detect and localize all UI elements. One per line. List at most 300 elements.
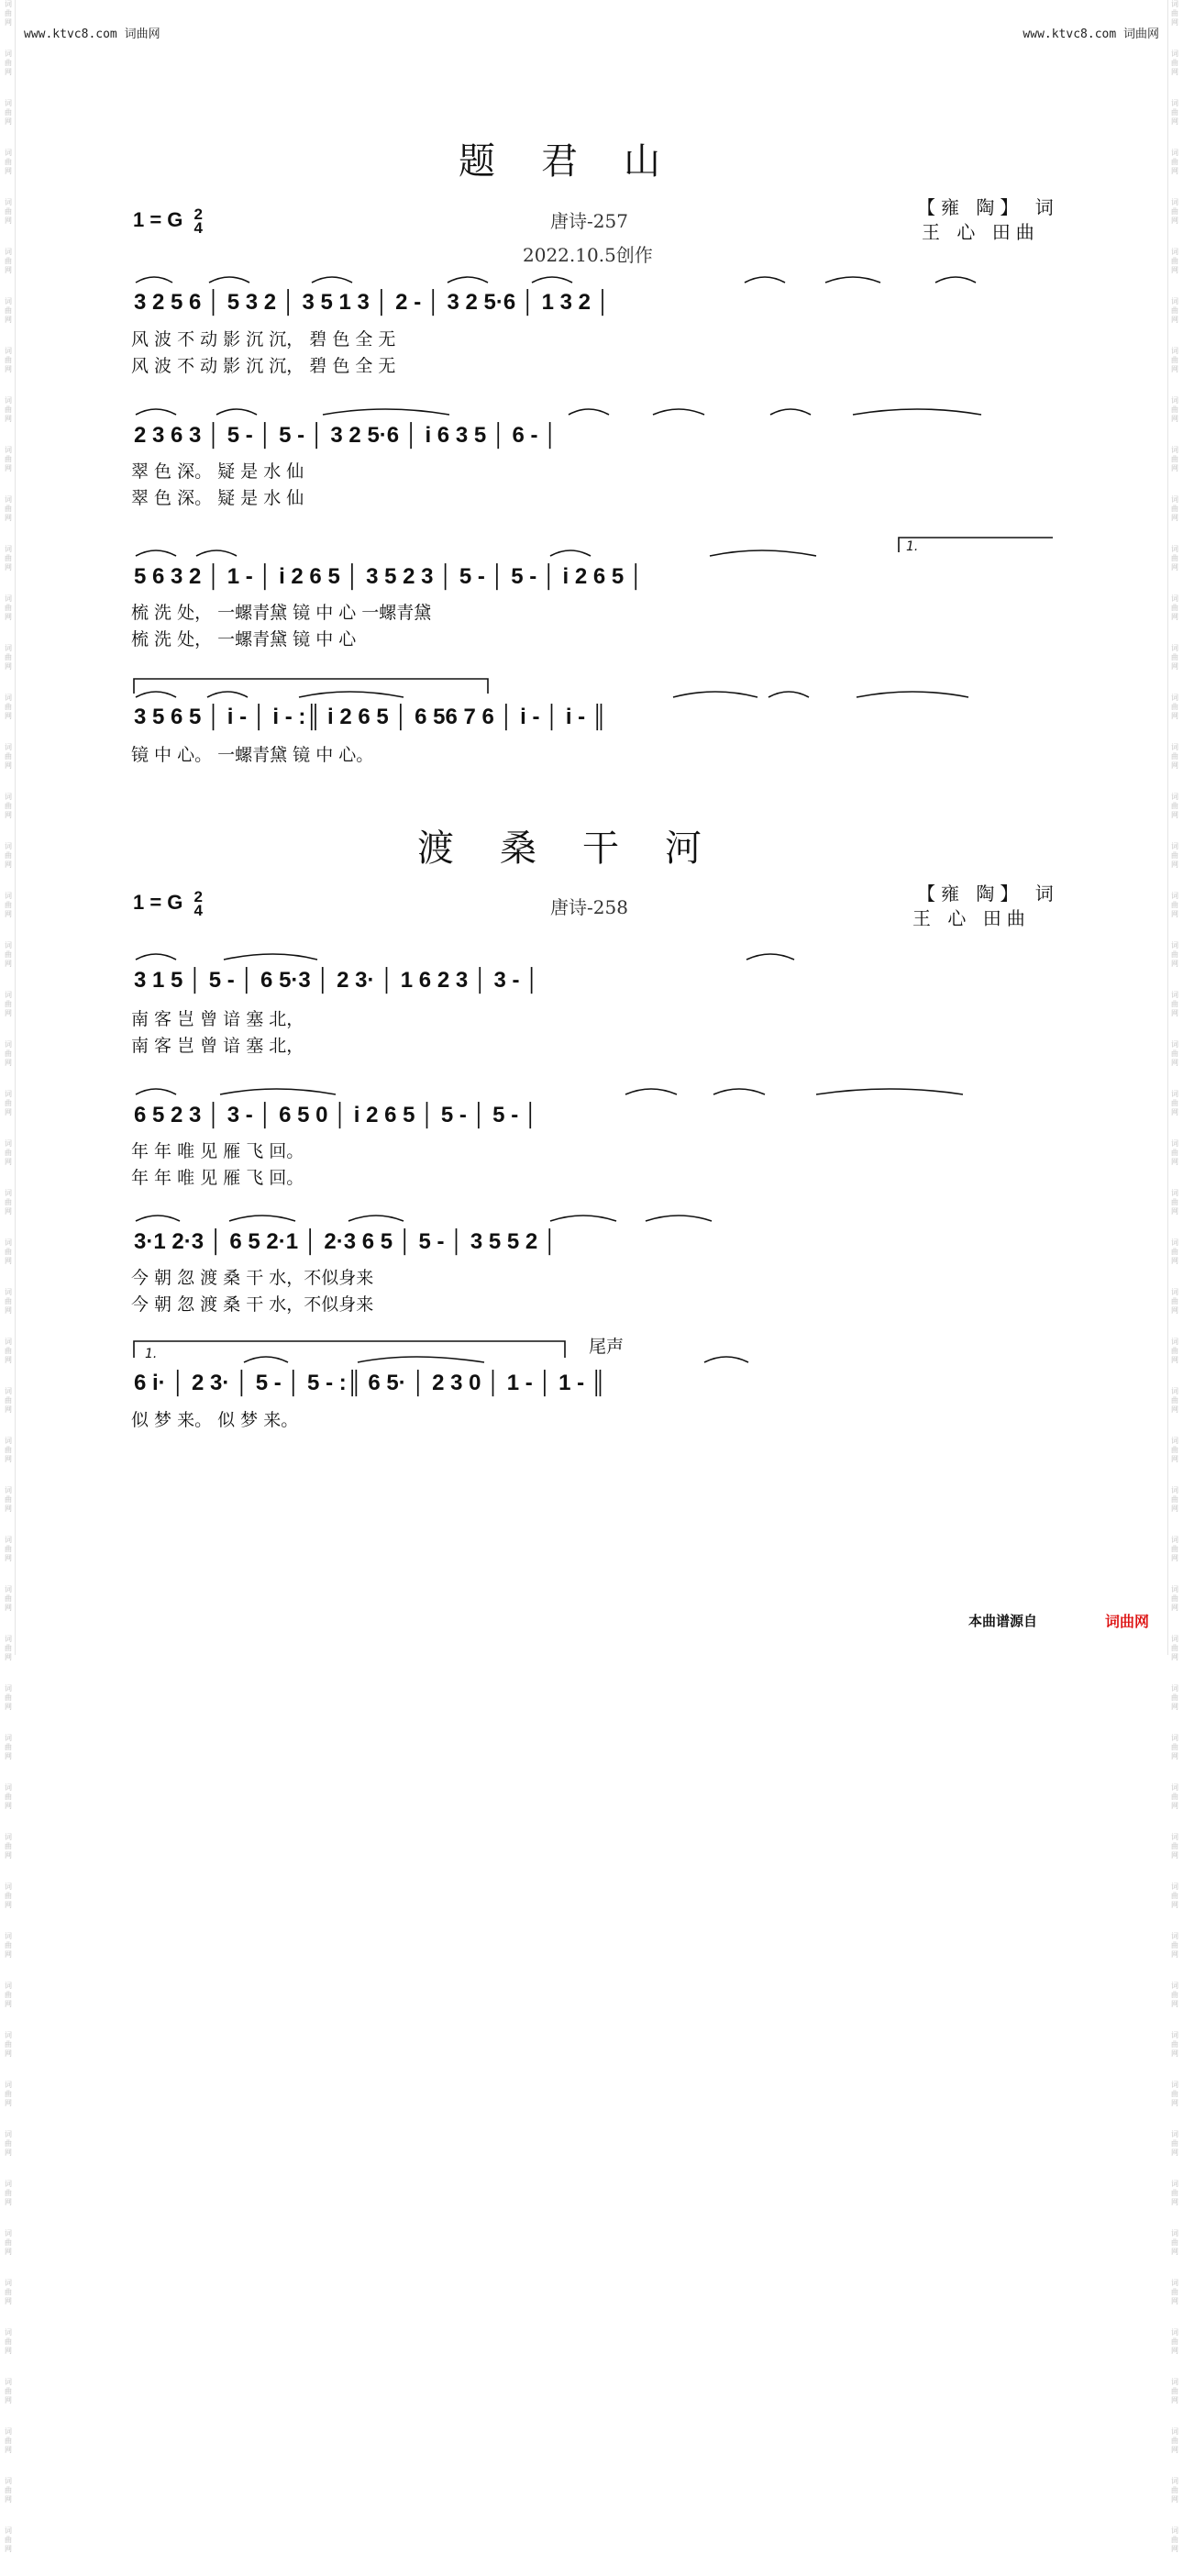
watermark-glyph: 词: [5, 1189, 12, 1197]
song-2-row-3-lyric-2: 今 朝 忽 渡 桑 干 水，不似身来: [131, 1294, 374, 1315]
watermark-glyph: 网: [5, 266, 12, 274]
watermark-glyph: 网: [1171, 2545, 1178, 2553]
watermark-glyph: 词: [5, 0, 12, 8]
watermark-glyph: 网: [1171, 1158, 1178, 1166]
slur: [209, 277, 249, 283]
watermark-glyph: 网: [1171, 1901, 1178, 1909]
watermark-glyph: 网: [1171, 761, 1178, 770]
song-2-title: 渡桑干河: [417, 827, 747, 870]
watermark-glyph: 曲: [5, 2536, 12, 2544]
watermark-glyph: 词: [5, 446, 12, 454]
slur: [710, 550, 816, 556]
slur: [532, 277, 572, 283]
slur: [358, 1357, 484, 1362]
watermark-glyph: 词: [5, 1387, 12, 1395]
slur: [704, 1357, 748, 1362]
watermark-glyph: 网: [5, 1554, 12, 1562]
watermark-glyph: 曲: [1171, 405, 1178, 414]
watermark-glyph: 词: [5, 1783, 12, 1792]
watermark-glyph: 曲: [5, 2189, 12, 2197]
watermark-glyph: 词: [1171, 941, 1178, 949]
watermark-glyph: 曲: [1171, 505, 1178, 513]
watermark-glyph: 词: [5, 1734, 12, 1742]
slur: [853, 409, 981, 415]
watermark-glyph: 曲: [5, 1099, 12, 1107]
song-2-row-1-notes: 3 1 5 │ 5 - │ 6 5·3 │ 2 3· │ 1 6 2 3 │ 3 - │: [134, 968, 540, 993]
watermark-glyph: 曲: [5, 1198, 12, 1206]
watermark-glyph: 词: [5, 99, 12, 107]
watermark-glyph: 词: [5, 1833, 12, 1841]
watermark-glyph: 曲: [1171, 1941, 1178, 1949]
watermark-glyph: 词: [1171, 842, 1178, 850]
watermark-glyph: 网: [1171, 1554, 1178, 1562]
watermark-glyph: 网: [5, 1901, 12, 1909]
watermark-glyph: 词: [1171, 793, 1178, 801]
watermark-glyph: 曲: [1171, 2090, 1178, 2098]
slur: [323, 409, 449, 415]
watermark-glyph: 网: [1171, 2149, 1178, 2157]
watermark-glyph: 词: [5, 892, 12, 900]
watermark-glyph: 词: [5, 793, 12, 801]
watermark-glyph: 网: [1171, 2396, 1178, 2404]
watermark-glyph: 曲: [1171, 2238, 1178, 2247]
watermark-glyph: 曲: [5, 802, 12, 810]
time-top: 2: [193, 888, 204, 905]
watermark-glyph: 网: [1171, 217, 1178, 225]
watermark-glyph: 曲: [1171, 306, 1178, 315]
watermark-glyph: 网: [5, 1405, 12, 1414]
watermark-glyph: 词: [5, 347, 12, 355]
watermark-glyph: 词: [1171, 594, 1178, 603]
song-2-row-2-lyric-2: 年 年 唯 见 雁 飞 回。: [131, 1168, 304, 1188]
watermark-glyph: 网: [5, 1356, 12, 1364]
watermark-glyph: 词: [1171, 1783, 1178, 1792]
song-1-volta-label: 1.: [906, 539, 919, 554]
watermark-glyph: 词: [5, 1288, 12, 1296]
watermark-glyph: 网: [5, 1108, 12, 1116]
watermark-glyph: 曲: [5, 257, 12, 265]
watermark-glyph: 网: [1171, 1356, 1178, 1364]
watermark-glyph: 词: [5, 991, 12, 999]
watermark-glyph: 词: [5, 2328, 12, 2337]
watermark-glyph: 曲: [1171, 1842, 1178, 1850]
watermark-glyph: 网: [1171, 712, 1178, 720]
watermark-glyph: 网: [1171, 2446, 1178, 2454]
watermark-glyph: 曲: [5, 1495, 12, 1504]
watermark-glyph: 词: [1171, 50, 1178, 58]
watermark-glyph: 曲: [1171, 2040, 1178, 2049]
watermark-glyph: 词: [5, 1437, 12, 1445]
watermark-glyph: 词: [1171, 1982, 1178, 1990]
watermark-glyph: 曲: [5, 2238, 12, 2247]
watermark-glyph: 词: [5, 1982, 12, 1990]
watermark-glyph: 网: [1171, 316, 1178, 324]
watermark-glyph: 词: [1171, 1833, 1178, 1841]
watermark-glyph: 网: [1171, 1653, 1178, 1661]
song-2-row-3-notes: 3·1 2·3 │ 6 5 2·1 │ 2·3 6 5 │ 5 - │ 3 5 5 2 │: [134, 1229, 558, 1254]
watermark-glyph: 曲: [5, 1644, 12, 1652]
watermark-glyph: 网: [5, 117, 12, 126]
watermark-glyph: 网: [5, 1505, 12, 1513]
watermark-glyph: 网: [5, 1158, 12, 1166]
song-1-composer: 王 心 田曲: [922, 221, 1040, 243]
watermark-glyph: 曲: [5, 1396, 12, 1405]
watermark-glyph: 曲: [1171, 1396, 1178, 1405]
slur: [550, 1216, 616, 1221]
watermark-glyph: 词: [5, 594, 12, 603]
watermark-glyph: 词: [5, 1635, 12, 1643]
song-2-row-1-lyric-2: 南 客 岂 曾 谙 塞 北，: [131, 1036, 304, 1056]
watermark-glyph: 词: [1171, 1536, 1178, 1544]
watermark-glyph: 网: [1171, 415, 1178, 423]
watermark-glyph: 词: [1171, 1684, 1178, 1693]
watermark-glyph: 词: [5, 2279, 12, 2287]
watermark-glyph: 曲: [5, 1446, 12, 1454]
watermark-glyph: 网: [5, 1257, 12, 1265]
slur: [207, 692, 248, 697]
watermark-glyph: 网: [1171, 2347, 1178, 2355]
watermark-glyph: 网: [5, 662, 12, 671]
song-1-title: 题君山: [459, 140, 706, 183]
time-signature: [194, 890, 203, 917]
song-1-row-3-lyric-1: 梳 洗 处， 一螺青黛 镜 中 心 一螺青黛: [131, 603, 432, 623]
watermark-glyph: 曲: [1171, 1693, 1178, 1702]
watermark-glyph: 词: [1171, 1932, 1178, 1940]
watermark-glyph: 网: [1171, 1207, 1178, 1216]
footer-source-label: 本曲谱源自: [968, 1613, 1038, 1629]
watermark-glyph: 网: [5, 861, 12, 869]
watermark-glyph: 网: [1171, 1703, 1178, 1711]
watermark-glyph: 网: [1171, 365, 1178, 373]
watermark-glyph: 网: [1171, 2099, 1178, 2107]
watermark-glyph: 曲: [1171, 1743, 1178, 1751]
watermark-glyph: 网: [1171, 1059, 1178, 1067]
watermark-glyph: 曲: [1171, 950, 1178, 959]
slur: [136, 954, 176, 960]
slur: [136, 277, 172, 283]
right-watermark-strip: [1167, 0, 1181, 2553]
watermark-glyph: 网: [1171, 861, 1178, 869]
watermark-glyph: 网: [1171, 1802, 1178, 1810]
watermark-glyph: 曲: [5, 59, 12, 67]
watermark-glyph: 曲: [5, 306, 12, 315]
watermark-glyph: 词: [1171, 1734, 1178, 1742]
slur: [770, 409, 811, 415]
song-2-row-4-lyric-1: 似 梦 来。 似 梦 来。: [131, 1410, 299, 1430]
watermark-glyph: 网: [5, 2495, 12, 2504]
watermark-glyph: 网: [1171, 2000, 1178, 2008]
watermark-glyph: 网: [1171, 167, 1178, 175]
watermark-glyph: 网: [1171, 1752, 1178, 1760]
song-1-row-2-notes: 2 3 6 3 │ 5 - │ 5 - │ 3 2 5·6 │ i 6 3 5 │ 6 - │: [134, 423, 558, 448]
watermark-glyph: 网: [1171, 266, 1178, 274]
watermark-glyph: 网: [1171, 2198, 1178, 2206]
watermark-glyph: 词: [5, 2477, 12, 2485]
song-2-key-signature: [133, 890, 203, 917]
watermark-glyph: 网: [1171, 910, 1178, 918]
key-label: 1 = G: [133, 207, 183, 231]
watermark-glyph: 曲: [5, 1000, 12, 1008]
watermark-glyph: 词: [5, 2180, 12, 2188]
song-1-row-3-lyric-2: 梳 洗 处， 一螺青黛 镜 中 心: [131, 629, 357, 650]
watermark-glyph: 曲: [5, 1049, 12, 1058]
watermark-glyph: 曲: [5, 356, 12, 364]
song-1-row-4-lyric-1: 镜 中 心。 一螺青黛 镜 中 心。: [131, 745, 374, 765]
watermark-glyph: 词: [1171, 1288, 1178, 1296]
watermark-glyph: 网: [5, 960, 12, 968]
watermark-glyph: 词: [5, 396, 12, 405]
watermark-glyph: 网: [5, 2149, 12, 2157]
slur: [857, 692, 968, 697]
watermark-glyph: 网: [1171, 1257, 1178, 1265]
watermark-glyph: 网: [5, 761, 12, 770]
watermark-glyph: 网: [5, 2396, 12, 2404]
song-2-volta-label: 1.: [145, 1347, 158, 1361]
watermark-glyph: 曲: [1171, 1594, 1178, 1603]
watermark-glyph: 网: [1171, 613, 1178, 621]
watermark-glyph: 曲: [5, 1297, 12, 1305]
watermark-glyph: 曲: [1171, 2337, 1178, 2346]
slur: [136, 1089, 176, 1094]
watermark-glyph: 网: [5, 2297, 12, 2305]
watermark-glyph: 网: [5, 217, 12, 225]
watermark-glyph: 曲: [5, 1248, 12, 1256]
song-1-key-signature: [133, 207, 203, 235]
song-2-row-2-lyric-1: 年 年 唯 见 雁 飞 回。: [131, 1141, 304, 1161]
watermark-glyph: 曲: [5, 1941, 12, 1949]
song-1-row-1-lyric-2: 风 波 不 动 影 沉 沉， 碧 色 全 无: [131, 356, 396, 376]
watermark-glyph: 曲: [1171, 59, 1178, 67]
watermark-glyph: 词: [5, 1882, 12, 1891]
watermark-glyph: 词: [1171, 347, 1178, 355]
watermark-glyph: 曲: [1171, 1248, 1178, 1256]
watermark-glyph: 曲: [5, 1793, 12, 1801]
watermark-glyph: 网: [5, 613, 12, 621]
watermark-glyph: 曲: [1171, 1892, 1178, 1900]
slur: [653, 409, 704, 415]
watermark-glyph: 词: [1171, 198, 1178, 206]
watermark-glyph: 网: [5, 68, 12, 76]
song-1-row-2-lyric-2: 翠 色 深。 疑 是 水 仙: [131, 488, 304, 508]
watermark-glyph: 网: [1171, 563, 1178, 572]
watermark-glyph: 曲: [1171, 1099, 1178, 1107]
watermark-glyph: 网: [1171, 514, 1178, 522]
slur: [625, 1089, 677, 1094]
watermark-glyph: 词: [5, 2031, 12, 2039]
watermark-glyph: 网: [5, 18, 12, 27]
watermark-glyph: 曲: [1171, 1545, 1178, 1553]
slur: [229, 1216, 295, 1221]
watermark-glyph: 曲: [5, 1991, 12, 1999]
footer-brand[interactable]: 词曲网: [1105, 1613, 1150, 1630]
slur: [745, 277, 785, 283]
watermark-glyph: 曲: [5, 1545, 12, 1553]
watermark-glyph: 曲: [1171, 1446, 1178, 1454]
song-2-coda-label: 尾声: [589, 1337, 625, 1357]
watermark-glyph: 曲: [1171, 703, 1178, 711]
watermark-glyph: 曲: [5, 2288, 12, 2296]
watermark-glyph: 词: [5, 297, 12, 305]
watermark-glyph: 网: [5, 514, 12, 522]
slur: [569, 409, 609, 415]
watermark-glyph: 网: [5, 2198, 12, 2206]
watermark-glyph: 曲: [1171, 752, 1178, 761]
watermark-glyph: 词: [1171, 99, 1178, 107]
watermark-glyph: 曲: [1171, 554, 1178, 562]
song-2-subtitle: 唐诗-258: [550, 896, 628, 918]
watermark-glyph: 曲: [5, 1149, 12, 1157]
watermark-glyph: 网: [5, 1653, 12, 1661]
song-2-row-3-lyric-1: 今 朝 忽 渡 桑 干 水，不似身来: [131, 1268, 374, 1288]
watermark-glyph: 词: [1171, 1635, 1178, 1643]
watermark-glyph: 曲: [1171, 1049, 1178, 1058]
watermark-glyph: 网: [5, 811, 12, 819]
watermark-glyph: 曲: [5, 703, 12, 711]
watermark-glyph: 词: [1171, 446, 1178, 454]
watermark-glyph: 词: [1171, 2130, 1178, 2138]
watermark-glyph: 曲: [5, 653, 12, 661]
watermark-glyph: 曲: [1171, 1198, 1178, 1206]
key-label: 1 = G: [133, 890, 183, 914]
watermark-glyph: 网: [1171, 1306, 1178, 1315]
watermark-glyph: 词: [5, 495, 12, 504]
watermark-glyph: 词: [1171, 2378, 1178, 2386]
watermark-glyph: 网: [5, 2049, 12, 2058]
watermark-glyph: 曲: [1171, 2536, 1178, 2544]
watermark-glyph: 网: [5, 316, 12, 324]
time-bottom: 4: [193, 902, 204, 919]
watermark-glyph: 词: [1171, 694, 1178, 702]
watermark-glyph: 词: [1171, 545, 1178, 553]
watermark-glyph: 曲: [1171, 1793, 1178, 1801]
slur: [713, 1089, 765, 1094]
slur: [935, 277, 976, 283]
watermark-glyph: 网: [5, 563, 12, 572]
song-1-row-4-notes: 3 5 6 5 │ i - │ i - :║ i 2 6 5 │ 6 56 7 6 │ i - │ i - ║: [134, 705, 607, 729]
watermark-glyph: 曲: [5, 158, 12, 166]
slur: [825, 277, 880, 283]
watermark-glyph: 词: [5, 2229, 12, 2237]
watermark-glyph: 词: [5, 1090, 12, 1098]
watermark-glyph: 曲: [5, 405, 12, 414]
watermark-glyph: 词: [1171, 1338, 1178, 1346]
watermark-glyph: 词: [5, 1585, 12, 1593]
slur: [646, 1216, 712, 1221]
watermark-glyph: 网: [5, 1802, 12, 1810]
watermark-glyph: 词: [1171, 248, 1178, 256]
song-2-lyricist: 【雍 陶】 词: [917, 883, 1059, 905]
slur: [816, 1089, 963, 1094]
watermark-glyph: 词: [5, 248, 12, 256]
watermark-glyph: 词: [5, 1238, 12, 1247]
watermark-glyph: 网: [1171, 464, 1178, 472]
watermark-glyph: 网: [1171, 2297, 1178, 2305]
watermark-glyph: 词: [1171, 149, 1178, 157]
watermark-glyph: 词: [5, 50, 12, 58]
time-top: 2: [193, 205, 204, 223]
watermark-glyph: 曲: [5, 108, 12, 117]
watermark-glyph: 词: [1171, 2279, 1178, 2287]
watermark-glyph: 曲: [5, 1892, 12, 1900]
watermark-glyph: 曲: [5, 2139, 12, 2148]
watermark-glyph: 词: [5, 1684, 12, 1693]
watermark-glyph: 曲: [1171, 1495, 1178, 1504]
watermark-glyph: 曲: [5, 1594, 12, 1603]
watermark-glyph: 曲: [1171, 2437, 1178, 2445]
watermark-glyph: 词: [1171, 892, 1178, 900]
song-1-row-1-notes: 3 2 5 6 │ 5 3 2 │ 3 5 1 3 │ 2 - │ 3 2 5·6 │ 1 3 2 │: [134, 290, 611, 315]
slur: [673, 692, 757, 697]
watermark-glyph: 词: [1171, 2526, 1178, 2535]
watermark-glyph: 网: [1171, 1009, 1178, 1017]
watermark-glyph: 曲: [5, 9, 12, 17]
watermark-glyph: 曲: [5, 554, 12, 562]
volta-bracket: [134, 1341, 565, 1358]
song-1-subtitle: 唐诗-257: [550, 210, 628, 232]
volta-bracket: [134, 679, 488, 694]
watermark-glyph: 词: [1171, 2180, 1178, 2188]
watermark-glyph: 网: [5, 167, 12, 175]
watermark-glyph: 曲: [1171, 2486, 1178, 2494]
watermark-glyph: 词: [1171, 1189, 1178, 1197]
watermark-glyph: 曲: [1171, 851, 1178, 860]
watermark-glyph: 词: [1171, 2427, 1178, 2436]
watermark-glyph: 曲: [1171, 108, 1178, 117]
watermark-glyph: 词: [1171, 644, 1178, 652]
watermark-glyph: 曲: [1171, 2387, 1178, 2395]
slur: [216, 409, 257, 415]
watermark-glyph: 曲: [5, 752, 12, 761]
slur: [244, 1357, 288, 1362]
watermark-glyph: 词: [1171, 743, 1178, 751]
watermark-glyph: 网: [5, 1009, 12, 1017]
watermark-glyph: 网: [1171, 117, 1178, 126]
watermark-glyph: 词: [5, 198, 12, 206]
watermark-glyph: 网: [5, 712, 12, 720]
watermark-glyph: 曲: [1171, 802, 1178, 810]
watermark-glyph: 词: [5, 1139, 12, 1148]
watermark-glyph: 词: [1171, 2229, 1178, 2237]
watermark-glyph: 曲: [1171, 1644, 1178, 1652]
watermark-glyph: 网: [5, 2446, 12, 2454]
watermark-glyph: 词: [5, 941, 12, 949]
song-2-row-2-notes: 6 5 2 3 │ 3 - │ 6 5 0 │ i 2 6 5 │ 5 - │ 5 - │: [134, 1103, 538, 1127]
watermark-glyph: 词: [5, 842, 12, 850]
watermark-glyph: 网: [5, 1703, 12, 1711]
watermark-glyph: 词: [1171, 297, 1178, 305]
watermark-glyph: 曲: [5, 901, 12, 909]
site-label-right: www.ktvc8.com 词曲网: [1023, 28, 1159, 41]
watermark-glyph: 网: [5, 1455, 12, 1463]
watermark-glyph: 网: [1171, 68, 1178, 76]
watermark-glyph: 词: [1171, 2031, 1178, 2039]
watermark-glyph: 曲: [5, 1743, 12, 1751]
watermark-glyph: 词: [1171, 495, 1178, 504]
watermark-glyph: 网: [5, 1604, 12, 1612]
watermark-glyph: 词: [1171, 1882, 1178, 1891]
watermark-glyph: 曲: [1171, 1000, 1178, 1008]
watermark-glyph: 词: [5, 1040, 12, 1049]
time-bottom: 4: [193, 219, 204, 237]
song-1-row-3-notes: 5 6 3 2 │ 1 - │ i 2 6 5 │ 3 5 2 3 │ 5 - │ 5 - │ i 2 6 5 │: [134, 564, 644, 589]
slur: [136, 692, 176, 697]
watermark-glyph: 网: [1171, 1505, 1178, 1513]
slur: [348, 1216, 404, 1221]
watermark-glyph: 网: [5, 2000, 12, 2008]
watermark-glyph: 曲: [5, 604, 12, 612]
watermark-glyph: 词: [1171, 2328, 1178, 2337]
watermark-glyph: 网: [5, 2347, 12, 2355]
